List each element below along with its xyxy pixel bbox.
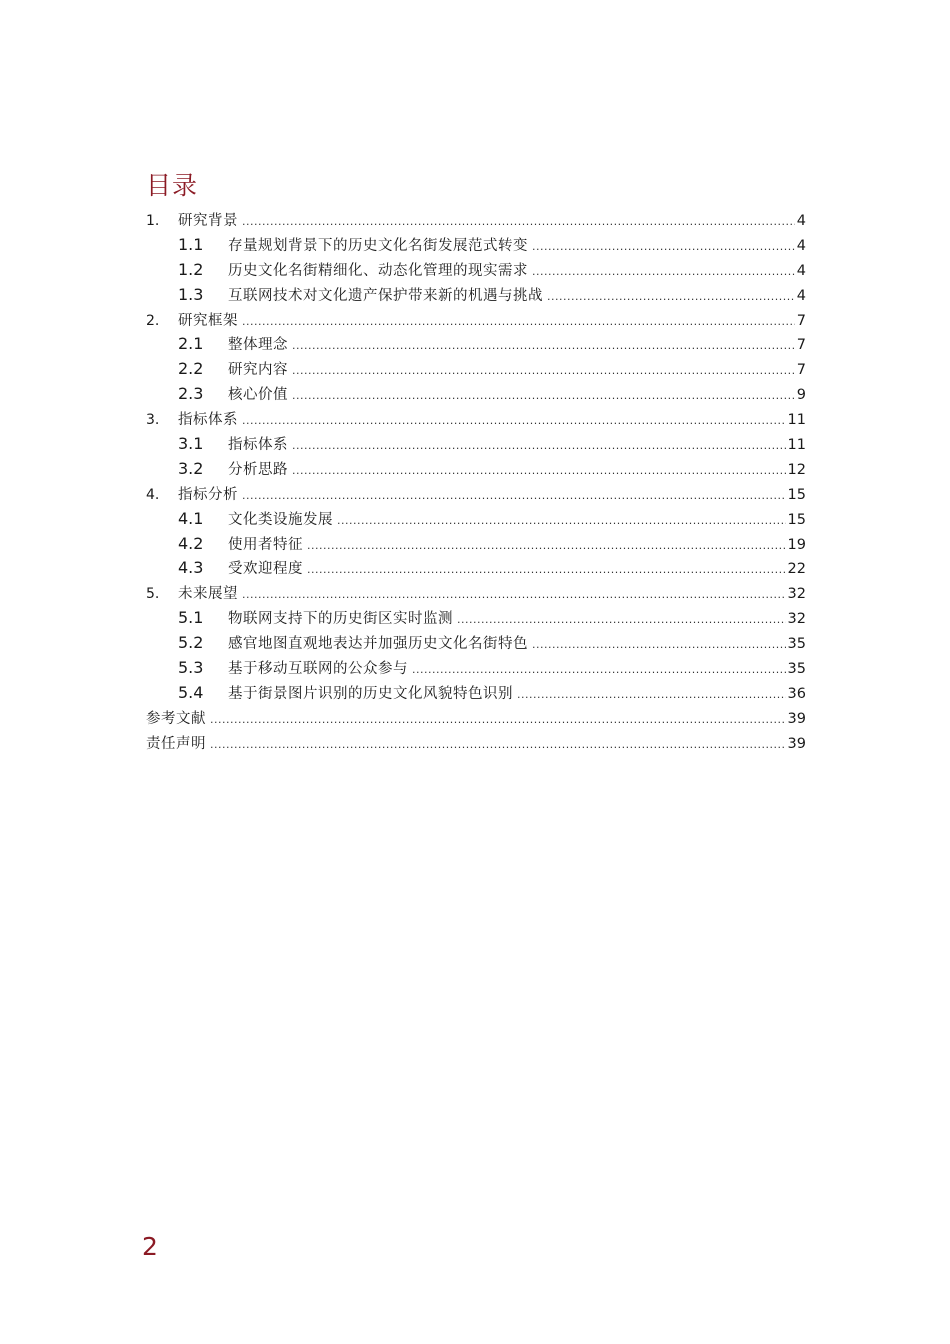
toc-entry-page: 7 [796, 362, 806, 379]
table-of-contents [146, 209, 806, 757]
toc-leader-dots [210, 713, 786, 726]
toc-entry-label: 研究内容 [228, 362, 288, 379]
toc-entry-page: 39 [787, 710, 806, 727]
toc-entry-label: 核心价值 [228, 387, 288, 404]
toc-entry-page: 15 [787, 511, 806, 528]
toc-leader-dots [242, 414, 786, 427]
toc-entry-number: 1.1 [178, 234, 204, 254]
toc-entry[interactable] [146, 358, 806, 383]
toc-leader-dots [337, 514, 786, 527]
toc-entry-number: 1.2 [178, 259, 204, 279]
toc-entry-number: 3.1 [178, 434, 204, 454]
toc-leader-dots [292, 389, 795, 402]
toc-entry[interactable] [146, 383, 806, 408]
toc-entry[interactable] [146, 707, 806, 732]
toc-leader-dots [242, 215, 795, 228]
toc-entry-label: 研究框架 [178, 312, 238, 329]
toc-entry-label: 文化类设施发展 [228, 511, 333, 528]
toc-leader-dots [412, 663, 786, 676]
toc-entry-label: 参考文献 [146, 710, 206, 727]
toc-entry-label: 物联网支持下的历史街区实时监测 [228, 611, 453, 628]
toc-entry-page: 32 [787, 586, 806, 603]
toc-leader-dots [532, 265, 795, 278]
toc-entry-number: 2.1 [178, 334, 204, 354]
toc-entry-number: 5.4 [178, 682, 204, 702]
toc-entry[interactable] [146, 408, 806, 433]
toc-entry-number: 4.3 [178, 558, 204, 578]
page-number: 2 [142, 1232, 158, 1261]
toc-leader-dots [292, 464, 786, 477]
toc-entry-number: 4.1 [178, 508, 204, 528]
toc-entry-page: 4 [796, 237, 806, 254]
toc-leader-dots [307, 539, 786, 552]
toc-leader-dots [457, 613, 786, 626]
toc-entry-number: 5.3 [178, 658, 204, 678]
toc-entry[interactable] [146, 433, 806, 458]
toc-entry-label: 基于移动互联网的公众参与 [228, 661, 408, 678]
toc-entry-page: 4 [796, 213, 806, 229]
toc-leader-dots [547, 290, 795, 303]
toc-entry-label: 研究背景 [178, 213, 238, 229]
toc-entry[interactable] [146, 209, 806, 234]
toc-entry[interactable] [146, 284, 806, 309]
toc-entry[interactable] [146, 732, 806, 757]
toc-entry-label: 基于街景图片识别的历史文化风貌特色识别 [228, 685, 513, 702]
toc-entry-page: 35 [787, 636, 806, 653]
toc-entry[interactable] [146, 259, 806, 284]
toc-entry[interactable] [146, 632, 806, 657]
toc-entry-number: 2. [146, 312, 160, 329]
toc-entry-page: 11 [787, 412, 806, 429]
toc-entry-label: 存量规划背景下的历史文化名街发展范式转变 [228, 237, 528, 254]
toc-entry-number: 1. [146, 213, 160, 229]
toc-entry[interactable] [146, 607, 806, 632]
toc-entry-label: 指标体系 [228, 437, 288, 454]
toc-entry-page: 22 [787, 561, 806, 578]
toc-entry-page: 12 [787, 461, 806, 478]
toc-leader-dots [307, 563, 786, 576]
toc-entry-page: 7 [796, 337, 806, 354]
toc-leader-dots [292, 364, 795, 377]
toc-leader-dots [532, 638, 786, 651]
toc-entry[interactable] [146, 582, 806, 607]
toc-entry-label: 未来展望 [178, 586, 238, 603]
toc-entry-label: 受欢迎程度 [228, 561, 303, 578]
toc-entry[interactable] [146, 557, 806, 582]
toc-entry-number: 1.3 [178, 284, 204, 304]
toc-entry-page: 11 [787, 437, 806, 454]
toc-leader-dots [292, 439, 786, 452]
toc-entry-number: 5.2 [178, 633, 204, 653]
toc-entry[interactable] [146, 533, 806, 558]
toc-entry-page: 15 [787, 486, 806, 503]
toc-entry-label: 历史文化名街精细化、动态化管理的现实需求 [228, 262, 528, 279]
toc-leader-dots [242, 588, 786, 601]
toc-leader-dots [292, 339, 795, 352]
toc-entry-page: 4 [796, 287, 806, 304]
toc-entry-number: 5.1 [178, 608, 204, 628]
toc-entry[interactable] [146, 657, 806, 682]
toc-entry-number: 4.2 [178, 533, 204, 553]
toc-entry[interactable] [146, 458, 806, 483]
toc-entry-number: 3. [146, 412, 160, 429]
toc-leader-dots [532, 240, 795, 253]
toc-leader-dots [517, 688, 786, 701]
toc-entry-label: 感官地图直观地表达并加强历史文化名街特色 [228, 636, 528, 653]
toc-entry[interactable] [146, 234, 806, 259]
toc-leader-dots [242, 489, 786, 502]
toc-entry-page: 35 [787, 661, 806, 678]
toc-entry-label: 使用者特征 [228, 536, 303, 553]
toc-entry-page: 7 [796, 312, 806, 329]
toc-entry-label: 整体理念 [228, 337, 288, 354]
toc-entry-page: 4 [796, 262, 806, 279]
toc-entry-label: 指标分析 [178, 486, 238, 503]
toc-entry-page: 19 [787, 536, 806, 553]
toc-title: 目录 [146, 171, 199, 200]
toc-entry[interactable] [146, 483, 806, 508]
toc-entry-page: 36 [787, 685, 806, 702]
toc-entry-page: 9 [796, 387, 806, 404]
toc-entry-label: 指标体系 [178, 412, 238, 429]
toc-entry[interactable] [146, 333, 806, 358]
toc-entry-page: 39 [787, 735, 806, 752]
toc-entry-number: 3.2 [178, 458, 204, 478]
toc-entry-label: 互联网技术对文化遗产保护带来新的机遇与挑战 [228, 287, 543, 304]
toc-entry-label: 责任声明 [146, 735, 206, 752]
toc-leader-dots [210, 738, 786, 751]
toc-entry-number: 5. [146, 586, 160, 603]
toc-entry-number: 2.2 [178, 359, 204, 379]
toc-entry-label: 分析思路 [228, 461, 288, 478]
toc-entry[interactable] [146, 508, 806, 533]
toc-entry-number: 4. [146, 486, 160, 503]
toc-leader-dots [242, 315, 795, 328]
toc-entry[interactable] [146, 309, 806, 334]
toc-entry[interactable] [146, 682, 806, 707]
toc-entry-page: 32 [787, 611, 806, 628]
toc-entry-number: 2.3 [178, 384, 204, 404]
